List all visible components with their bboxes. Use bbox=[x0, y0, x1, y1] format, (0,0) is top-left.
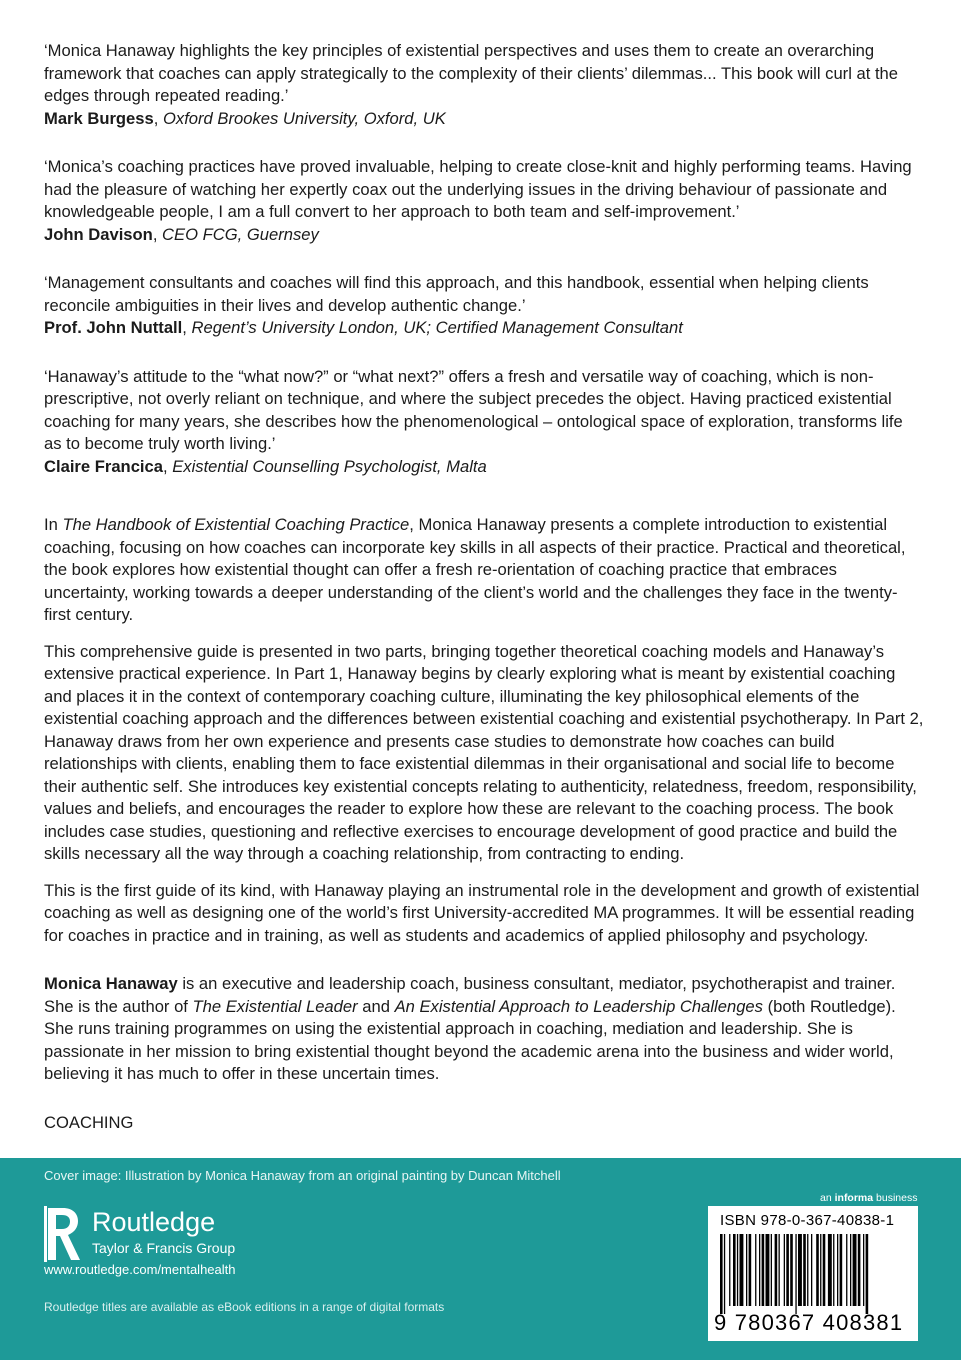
barcode-bar bbox=[790, 1234, 793, 1306]
intro-rest: , Monica Hanaway presents a complete introduction to existential coaching, focusing on how coaches can incorporate key skills in all aspects of their practice. Practical and theoretical, the book explores how existential thought can offer a fresh re-orientation of coaching practice that embraces uncertainty, working towards a deeper understanding of the client’s world and the challenges they face in the twenty-first century. bbox=[44, 515, 906, 624]
author-bio bbox=[44, 973, 924, 1086]
barcode-bar bbox=[820, 1234, 821, 1306]
barcode-bar bbox=[866, 1234, 869, 1314]
informa-prefix: an bbox=[820, 1192, 835, 1204]
cover-credit: Cover image: Illustration by Monica Hanaway from an original painting by Duncan Mitchell bbox=[44, 1168, 561, 1183]
barcode-bar bbox=[850, 1234, 851, 1306]
quote-author: Mark Burgess bbox=[44, 108, 154, 128]
publisher-name: Routledge bbox=[92, 1207, 216, 1237]
bio-name: Monica Hanaway bbox=[44, 974, 178, 993]
review-quote bbox=[44, 156, 924, 246]
review-quote bbox=[44, 366, 924, 479]
ean-barcode-icon bbox=[716, 1234, 910, 1314]
footer-band bbox=[0, 1158, 961, 1360]
barcode-bar bbox=[779, 1234, 780, 1306]
intro-prefix: In bbox=[44, 515, 63, 534]
publisher-website-link[interactable]: www.routledge.com/mentalhealth bbox=[44, 1262, 236, 1277]
barcode-bar bbox=[823, 1234, 826, 1306]
quote-text: ‘Management consultants and coaches will find this approach, and this handbook, essential when helping clients reconcile ambiguities in their lives and develop authentic change.’ bbox=[44, 273, 869, 315]
informa-suffix: business bbox=[873, 1192, 918, 1204]
quote-attribution: Prof. John Nuttall, Regent’s University London, UK; Certified Management Consultant bbox=[44, 318, 683, 337]
barcode-bar bbox=[853, 1234, 857, 1306]
quote-text: ‘Hanaway’s attitude to the “what now?” or “what next?” offers a fresh and versatile way of coaching, which is non-prescriptive, not overly reliant on technique, and where the subject precedes the object. Having practiced existential coaching for many years, she describes how the phenomenological – ontological space of exploration, transforms life as to become truly worth living.’ bbox=[44, 366, 903, 453]
bio-text: is an executive and leadership coach, business consultant, mediator, psychotherapist and trainer. She is the author of bbox=[44, 974, 896, 1016]
barcode-bar bbox=[724, 1234, 725, 1314]
description-intro bbox=[44, 514, 924, 627]
quote-text: ‘Monica’s coaching practices have proved invaluable, helping to create close-knit and highly performing teams. Having had the pleasure of watching her expertly coax out the underlying issues in the driving behaviour of passionate and knowledgeable people, I am a full convert to her approach to both team and self-improvement.’ bbox=[44, 157, 912, 221]
barcode-bar bbox=[759, 1234, 760, 1306]
barcode-panel bbox=[708, 1206, 918, 1341]
barcode-digits: 9 780367 408381 bbox=[714, 1310, 904, 1335]
quote-author: Claire Francica bbox=[44, 456, 163, 476]
barcode-bar bbox=[786, 1234, 789, 1306]
barcode-bar bbox=[762, 1234, 765, 1306]
barcode-bar bbox=[846, 1234, 847, 1306]
quote-affiliation: Regent’s University London, UK; Certified Management Consultant bbox=[191, 318, 683, 337]
publisher-group: Taylor & Francis Group bbox=[92, 1240, 236, 1256]
quote-attribution: Mark Burgess, Oxford Brookes University, Oxford, UK bbox=[44, 108, 446, 128]
barcode-bar bbox=[775, 1234, 778, 1306]
barcode-bar bbox=[795, 1234, 796, 1314]
barcode-bar bbox=[766, 1234, 770, 1306]
barcode-bar bbox=[816, 1234, 819, 1306]
review-quote bbox=[44, 40, 924, 130]
barcode-bar bbox=[863, 1234, 864, 1306]
subject-category: COACHING bbox=[44, 1112, 134, 1132]
barcode-bar bbox=[733, 1234, 736, 1306]
barcode-bar bbox=[784, 1234, 785, 1306]
barcode-bar bbox=[798, 1234, 802, 1306]
barcode-bar bbox=[740, 1234, 744, 1306]
quote-text: ‘Monica Hanaway highlights the key principles of existential perspectives and uses them to create an overarching framework that coaches can apply strategically to the complexity of their clients’ dilemmas... This book will curl at the edges through repeated reading.’ bbox=[44, 41, 899, 105]
back-cover-text bbox=[44, 40, 924, 1134]
bio-book-title: An Existential Approach to Leadership Challenges bbox=[394, 996, 763, 1016]
barcode-bar bbox=[858, 1234, 861, 1306]
quote-author: John Davison bbox=[44, 224, 153, 244]
bio-book-title: The Existential Leader bbox=[192, 996, 358, 1016]
ebook-note: Routledge titles are available as eBook editions in a range of digital formats bbox=[44, 1300, 445, 1314]
quote-affiliation: Oxford Brookes University, Oxford, UK bbox=[162, 108, 446, 128]
barcode-bar bbox=[771, 1234, 772, 1306]
bio-text: and bbox=[357, 996, 395, 1016]
quote-affiliation: Existential Counselling Psychologist, Malta bbox=[172, 456, 487, 476]
book-title: The Handbook of Existential Coaching Practice bbox=[62, 515, 410, 534]
barcode-bar bbox=[840, 1234, 843, 1306]
barcode-bar bbox=[811, 1234, 812, 1306]
publisher-logo bbox=[44, 1206, 304, 1266]
barcode-bar bbox=[720, 1234, 723, 1314]
quote-affiliation: CEO FCG, Guernsey bbox=[162, 224, 319, 244]
barcode-bar bbox=[803, 1234, 806, 1306]
quote-author: Prof. John Nuttall bbox=[44, 318, 183, 337]
barcode-bar bbox=[833, 1234, 834, 1306]
review-quote bbox=[44, 272, 924, 340]
quote-attribution: Claire Francica, Existential Counselling Psychologist, Malta bbox=[44, 456, 487, 476]
barcode-bar bbox=[749, 1234, 752, 1306]
barcode-bar bbox=[807, 1234, 808, 1306]
quote-attribution: John Davison, CEO FCG, Guernsey bbox=[44, 224, 319, 244]
description-paragraph: This comprehensive guide is presented in two parts, bringing together theoretical coaching models and Hanaway’s extensive practical experience. In Part 1, Hanaway begins by clearly exploring what is meant by existential coaching and places it in the context of contemporary coaching culture, illuminating the key philosophical elements of the existential coaching approach and the differences between existential coaching and existential psychotherapy. In Part 2, Hanaway draws from her own experience and presents case studies to demonstrate how coaches can build relationships with clients, enabling them to face existential dilemmas in their organisational and social life to become their authentic self. She introduces key existential concepts relating to authenticity, relatedness, freedom, responsibility, values and beliefs, and encourages the reader to explore how these are relevant to the coaching process. The book includes case studies, questioning and reflective exercises to encourage development of good practice and build the skills necessary all the way through a coaching relationship, from contracting to ending. bbox=[44, 641, 924, 863]
barcode-bar bbox=[737, 1234, 738, 1306]
isbn-label: ISBN 978-0-367-40838-1 bbox=[720, 1212, 895, 1229]
barcode-bar bbox=[837, 1234, 838, 1306]
barcode-bar bbox=[828, 1234, 832, 1306]
barcode-bar bbox=[746, 1234, 747, 1306]
bio-text: (both Routledge). She runs training programmes on using the existential approach in coaching, mediation and leadership. She is passionate in her mission to bring existential thought beyond the academic arena into the business and wider world, believing it has much to offer in these uncertain times. bbox=[44, 996, 896, 1083]
informa-tagline bbox=[820, 1192, 917, 1204]
description-paragraph: This is the first guide of its kind, with Hanaway playing an instrumental role in the development and growth of existential coaching as well as designing one of the world’s first University-accredited MA programmes. It will be essential reading for coaches in practice and in training, as well as students and academics of applied philosophy and psychology. bbox=[44, 880, 920, 945]
informa-brand: informa bbox=[834, 1192, 874, 1204]
routledge-r-logo-icon bbox=[44, 1206, 82, 1262]
barcode-bar bbox=[729, 1234, 730, 1306]
barcode-bar bbox=[755, 1234, 756, 1306]
